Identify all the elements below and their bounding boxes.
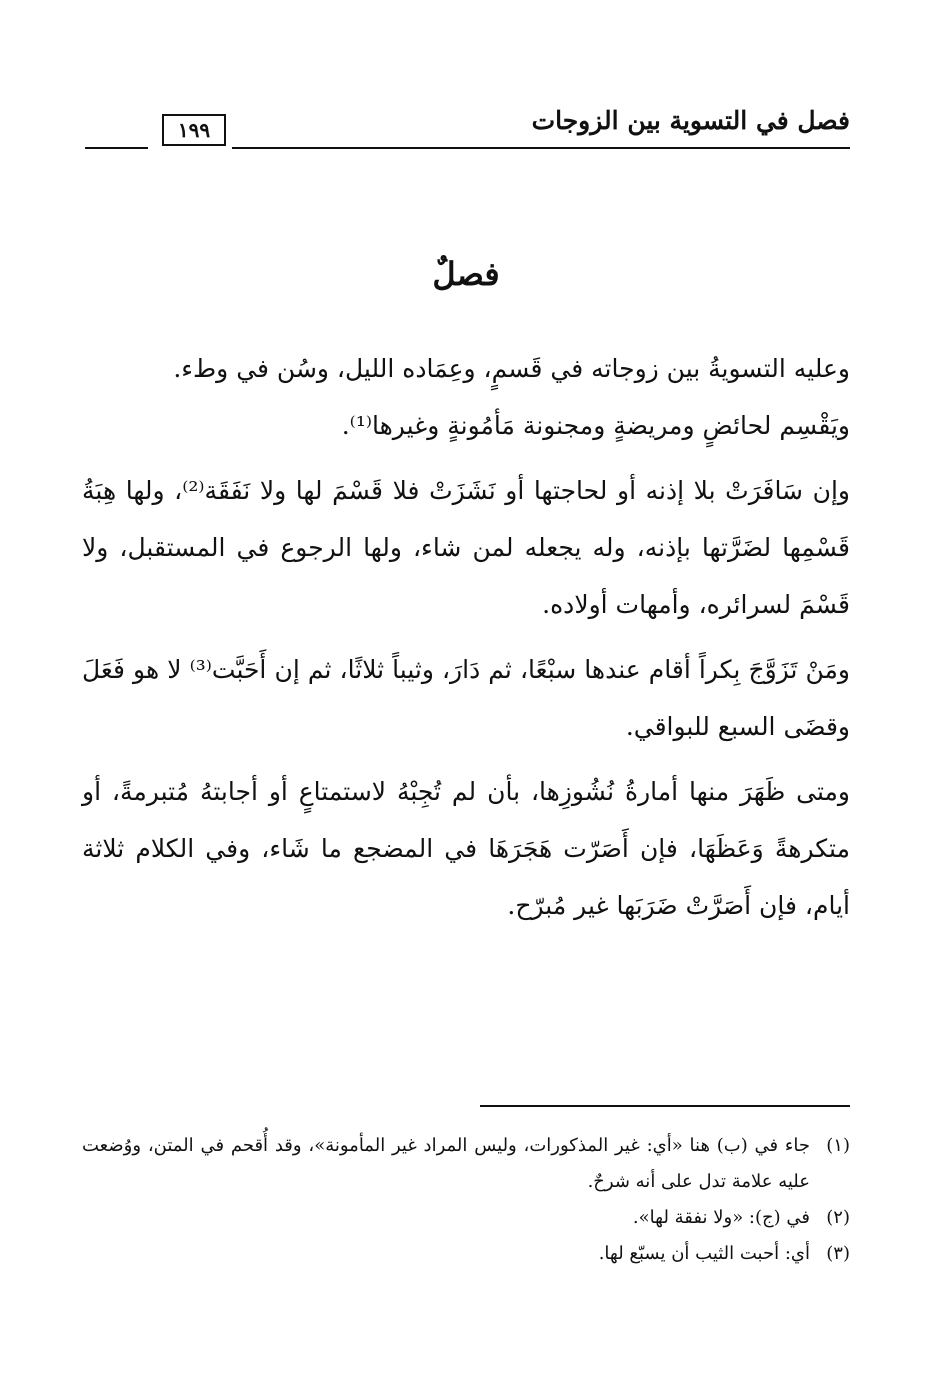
header-rule-short xyxy=(85,147,148,149)
paragraph: ويَقْسِم لحائضٍ ومريضةٍ ومجنونة مَأمُونةٍ وغيرها⁽¹⁾. xyxy=(341,411,850,440)
footnote-separator xyxy=(480,1105,850,1107)
footnote-text: في (ج): «ولا نفقة لها». xyxy=(632,1207,810,1228)
footnotes xyxy=(82,1128,850,1272)
header-rule xyxy=(232,147,850,149)
paragraph: ومتى ظَهَرَ منها أمارةُ نُشُوزِها، بأن لم تُجِبْهُ لاستمتاعٍ أو أجابتهُ مُتبرمةً، أو متكرهةً وَعَظَهَا، فإن أَصَرّت هَجَرَهَا في المضجع ما شَاء، وفي الكلام ثلاثة أيام، فإن أَصَرَّتْ ضَرَبَها غير مُبرّح. xyxy=(82,777,850,920)
page-number: ١٩٩ xyxy=(162,114,226,146)
footnote-number: (١) xyxy=(826,1135,850,1156)
footnote-number: (٢) xyxy=(826,1207,850,1228)
running-header xyxy=(85,102,850,152)
footnote-text: أي: أحبت الثيب أن يسبّع لها. xyxy=(598,1243,810,1264)
footnote-text: جاء في (ب) هنا «أي: غير المذكورات، وليس المراد غير المأمونة»، وقد أُقحم في المتن، ووُضعت عليه علامة تدل على أنه شرحٌ. xyxy=(82,1135,810,1192)
footnote xyxy=(82,1236,850,1272)
footnote-number: (٣) xyxy=(826,1243,850,1264)
footnote xyxy=(82,1128,850,1200)
main-text xyxy=(82,340,850,934)
paragraph: وإن سَافَرَتْ بلا إذنه أو لحاجتها أو نَشَزَتْ فلا قَسْمَ لها ولا نَفَقَة⁽²⁾، ولها هِبَةُ قَسْمِها لضَرَّتها بإذنه، وله يجعله لمن شاء، ولها الرجوع في المستقبل، ولا قَسْمَ لسرائره، وأمهات أولاده. xyxy=(82,476,850,619)
paragraph: وعليه التسويةُ بين زوجاته في قَسمٍ، وعِمَاده الليل، وسُن في وطء. xyxy=(173,354,850,383)
section-heading: فصلٌ xyxy=(432,255,500,293)
paragraph: ومَنْ تَزَوَّجَ بِكراً أقام عندها سبْعًا، ثم دَارَ، وثيباً ثلاثًا، ثم إن أَحَبَّت⁽³⁾ لا هو فَعَلَ وقضَى السبع للبواقي. xyxy=(82,655,851,741)
footnote xyxy=(82,1200,850,1236)
running-header-title: فصل في التسوية بين الزوجات xyxy=(531,106,850,135)
